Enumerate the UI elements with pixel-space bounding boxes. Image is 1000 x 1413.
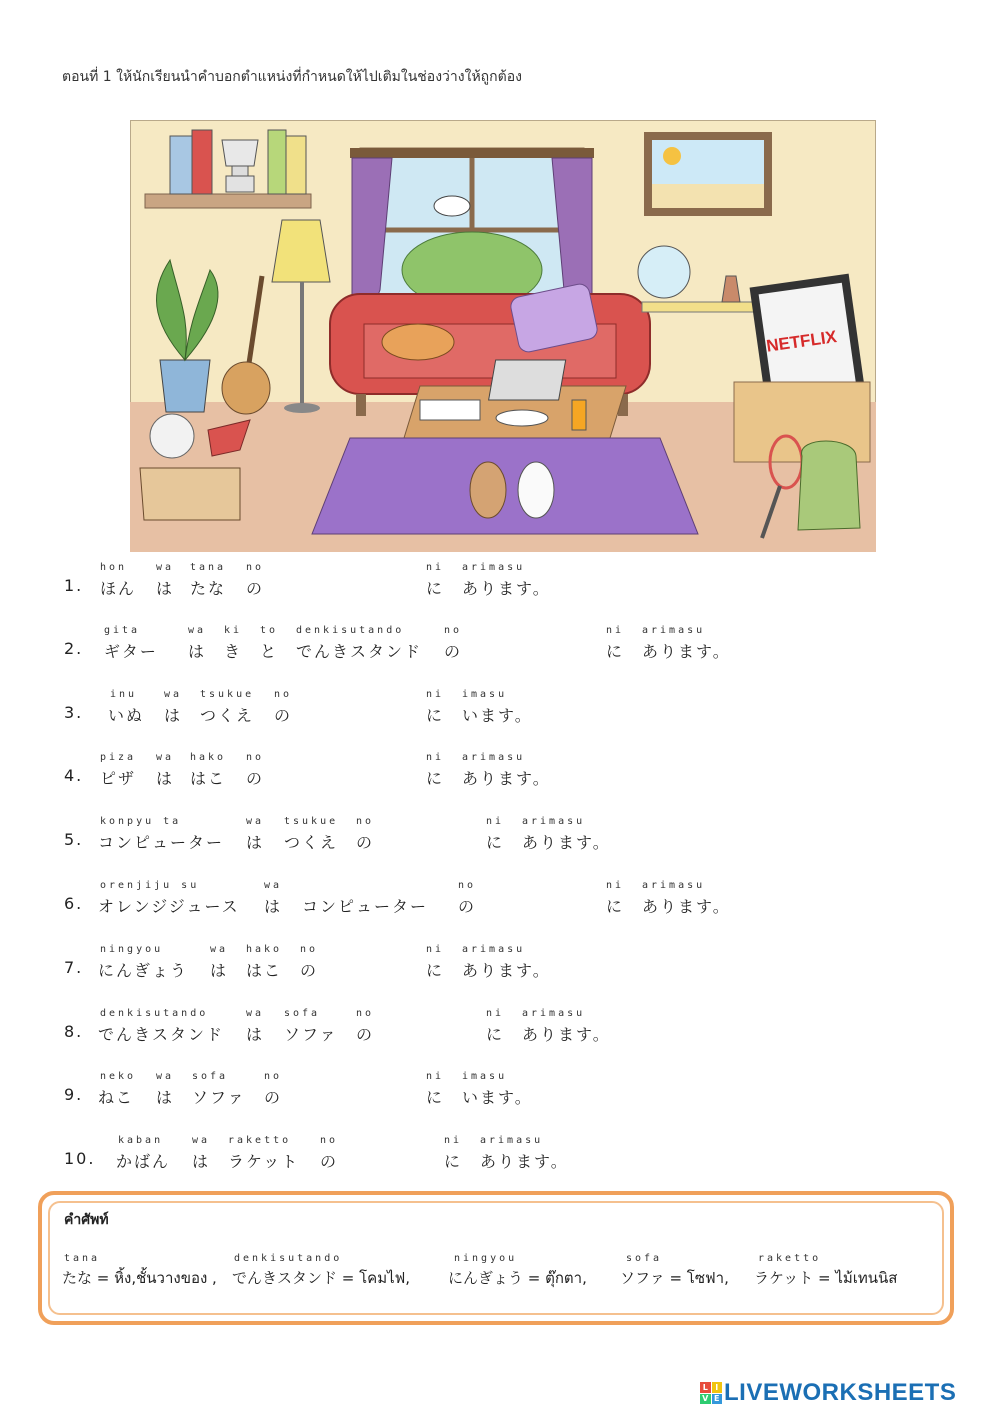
word: の — [356, 1025, 375, 1044]
romaji: no — [264, 1071, 283, 1082]
word: は — [188, 642, 207, 661]
romaji: gita — [104, 625, 141, 636]
romaji: denkisutando — [100, 1008, 209, 1019]
word: の — [356, 833, 375, 852]
vocab-entry: たな = หิ้ง,ชั้นวางของ , — [62, 1269, 217, 1287]
word: に — [426, 1088, 445, 1107]
logo-letter: V — [700, 1394, 711, 1405]
stuffed-toy — [150, 414, 194, 458]
romaji: no — [458, 880, 477, 891]
romaji: arimasu — [462, 562, 526, 573]
word: います。 — [462, 706, 533, 725]
romaji: wa — [156, 562, 175, 573]
vocabulary-title: คำศัพท์ — [64, 1212, 109, 1228]
logo-letter: L — [700, 1382, 711, 1393]
word: でんきスタンド — [98, 1025, 225, 1044]
romaji: wa — [156, 1071, 175, 1082]
romaji: ki — [224, 625, 243, 636]
romaji: ni — [486, 1008, 505, 1019]
word: の — [246, 769, 265, 788]
vocab-romaji: raketto — [758, 1253, 822, 1264]
word: に — [426, 706, 445, 725]
romaji: imasu — [462, 689, 508, 700]
brand-name: LIVEWORKSHEETS — [724, 1379, 957, 1406]
liveworksheets-logo — [700, 1380, 956, 1406]
romaji: ni — [426, 1071, 445, 1082]
cheese-plate — [496, 410, 548, 426]
romaji: arimasu — [522, 816, 586, 827]
instruction-text: ตอนที่ 1 ให้นักเรียนนำคำบอกตำแหน่งที่กำหนดให้ไปเติมในช่องว่างให้ถูกต้อง — [62, 69, 522, 85]
word: の — [246, 579, 265, 598]
word: ソファ — [284, 1025, 338, 1044]
logo-letter: E — [712, 1394, 723, 1405]
word: に — [606, 897, 625, 916]
question-number: 8. — [64, 1022, 84, 1041]
romaji: arimasu — [522, 1008, 586, 1019]
romaji: to — [260, 625, 279, 636]
romaji: arimasu — [642, 625, 706, 636]
bird — [434, 196, 470, 216]
romaji: no — [300, 944, 319, 955]
romaji: piza — [100, 752, 137, 763]
logo-icon — [700, 1382, 722, 1404]
cat — [382, 324, 454, 360]
romaji: wa — [156, 752, 175, 763]
beach-picture — [644, 132, 772, 216]
backpack — [798, 441, 860, 530]
word: コンピューター — [98, 833, 225, 852]
logo-letter: I — [712, 1382, 723, 1393]
word: は — [246, 833, 265, 852]
dog-brown — [470, 462, 506, 518]
word: と — [260, 642, 279, 661]
word: は — [156, 1088, 175, 1107]
word: の — [320, 1152, 339, 1171]
word: にんぎょう — [98, 961, 189, 980]
word: は — [210, 961, 229, 980]
romaji: no — [320, 1135, 339, 1146]
question-number: 3. — [64, 703, 84, 722]
word: あります。 — [462, 579, 551, 598]
question-5 — [0, 816, 1000, 856]
word: あります。 — [642, 897, 731, 916]
orange-juice — [572, 400, 586, 430]
word: ギター — [104, 642, 158, 661]
word: はこ — [246, 961, 283, 980]
word: は — [264, 897, 283, 916]
side-table — [642, 302, 758, 312]
word: ラケット — [228, 1152, 300, 1171]
word: に — [486, 833, 505, 852]
question-number: 10. — [64, 1149, 96, 1168]
question-10 — [0, 1135, 1000, 1175]
word: コンピューター — [302, 897, 429, 916]
word: の — [264, 1088, 283, 1107]
word: あります。 — [642, 642, 731, 661]
question-9 — [0, 1071, 1000, 1111]
word: き — [224, 642, 243, 661]
pizza-box — [420, 400, 480, 420]
word: の — [300, 961, 319, 980]
question-7 — [0, 944, 1000, 984]
word: います。 — [462, 1088, 533, 1107]
vocabulary-box — [38, 1191, 954, 1325]
romaji: ni — [426, 689, 445, 700]
question-number: 1. — [64, 576, 84, 595]
romaji: no — [274, 689, 293, 700]
word: でんきスタンド — [296, 642, 423, 661]
romaji: wa — [192, 1135, 211, 1146]
dog-white — [518, 462, 554, 518]
romaji: ni — [426, 752, 445, 763]
romaji: no — [444, 625, 463, 636]
question-4 — [0, 752, 1000, 792]
romaji: sofa — [192, 1071, 229, 1082]
shelf — [145, 194, 311, 208]
word: あります。 — [522, 1025, 611, 1044]
word: に — [606, 642, 625, 661]
question-1 — [0, 562, 1000, 602]
word: あります。 — [462, 769, 551, 788]
romaji: ni — [486, 816, 505, 827]
romaji: no — [246, 562, 265, 573]
romaji: hako — [190, 752, 227, 763]
word: に — [426, 961, 445, 980]
romaji: ni — [426, 944, 445, 955]
word: に — [444, 1152, 463, 1171]
word: あります。 — [522, 833, 611, 852]
vocab-entry: でんきスタンド = โคมไฟ, — [232, 1269, 411, 1287]
vocab-romaji: ningyou — [454, 1253, 518, 1264]
vocab-romaji: denkisutando — [234, 1253, 343, 1264]
romaji: orenjiju su — [100, 880, 200, 891]
word: はこ — [190, 769, 227, 788]
romaji: wa — [246, 816, 265, 827]
romaji: wa — [164, 689, 183, 700]
word: たな — [190, 579, 227, 598]
word: の — [458, 897, 477, 916]
romaji: denkisutando — [296, 625, 405, 636]
romaji: ni — [426, 562, 445, 573]
romaji: inu — [110, 689, 138, 700]
word: は — [246, 1025, 265, 1044]
romaji: tsukue — [200, 689, 255, 700]
romaji: no — [356, 816, 375, 827]
romaji: hon — [100, 562, 128, 573]
question-number: 2. — [64, 639, 84, 658]
word: つくえ — [200, 706, 255, 725]
word: ねこ — [98, 1088, 135, 1107]
fishbowl — [638, 246, 690, 298]
romaji: ni — [606, 625, 625, 636]
vocab-entry: ラケット = ไม้เทนนิส — [754, 1269, 898, 1287]
word: に — [426, 579, 445, 598]
romaji: arimasu — [480, 1135, 544, 1146]
romaji: arimasu — [642, 880, 706, 891]
romaji: arimasu — [462, 752, 526, 763]
word: は — [156, 769, 175, 788]
vocab-romaji: tana — [64, 1253, 101, 1264]
romaji: wa — [210, 944, 229, 955]
word: に — [486, 1025, 505, 1044]
word: ソファ — [192, 1088, 246, 1107]
living-room-illustration — [130, 120, 876, 552]
romaji: sofa — [284, 1008, 321, 1019]
romaji: tana — [190, 562, 227, 573]
romaji: wa — [188, 625, 207, 636]
romaji: kaban — [118, 1135, 164, 1146]
romaji: no — [356, 1008, 375, 1019]
word: の — [274, 706, 293, 725]
laptop — [489, 360, 566, 400]
book-green — [268, 130, 286, 194]
question-6 — [0, 880, 1000, 920]
romaji: tsukue — [284, 816, 339, 827]
romaji: hako — [246, 944, 283, 955]
romaji: konpyu ta — [100, 816, 182, 827]
question-number: 6. — [64, 894, 84, 913]
question-8 — [0, 1008, 1000, 1048]
romaji: wa — [264, 880, 283, 891]
word: に — [426, 769, 445, 788]
vocab-romaji: sofa — [626, 1253, 663, 1264]
word: は — [164, 706, 183, 725]
vocab-entry: ソファ = โซฟา, — [620, 1269, 729, 1287]
word: ほん — [100, 579, 137, 598]
book-red — [192, 130, 212, 194]
romaji: ni — [606, 880, 625, 891]
word: いぬ — [108, 706, 145, 725]
word: つくえ — [284, 833, 339, 852]
romaji: neko — [100, 1071, 137, 1082]
romaji: wa — [246, 1008, 265, 1019]
romaji: imasu — [462, 1071, 508, 1082]
word: の — [444, 642, 463, 661]
trophy — [222, 140, 258, 192]
romaji: no — [246, 752, 265, 763]
word: あります。 — [480, 1152, 569, 1171]
question-number: 4. — [64, 766, 84, 785]
vocab-entry: にんぎょう = ตุ๊กตา, — [448, 1269, 587, 1287]
word: ピザ — [100, 769, 137, 788]
word: かばん — [116, 1152, 171, 1171]
word: は — [192, 1152, 211, 1171]
word: あります。 — [462, 961, 551, 980]
romaji: raketto — [228, 1135, 292, 1146]
word: は — [156, 579, 175, 598]
question-3 — [0, 689, 1000, 729]
question-2 — [0, 625, 1000, 665]
tv-netflix-text: NETFLIX — [765, 327, 838, 356]
romaji: ningyou — [100, 944, 164, 955]
book-blue — [170, 136, 192, 194]
word: オレンジジュース — [98, 897, 240, 916]
question-number: 5. — [64, 830, 84, 849]
book-yellow — [286, 136, 306, 194]
romaji: arimasu — [462, 944, 526, 955]
question-number: 9. — [64, 1085, 84, 1104]
question-number: 7. — [64, 958, 84, 977]
romaji: ni — [444, 1135, 463, 1146]
